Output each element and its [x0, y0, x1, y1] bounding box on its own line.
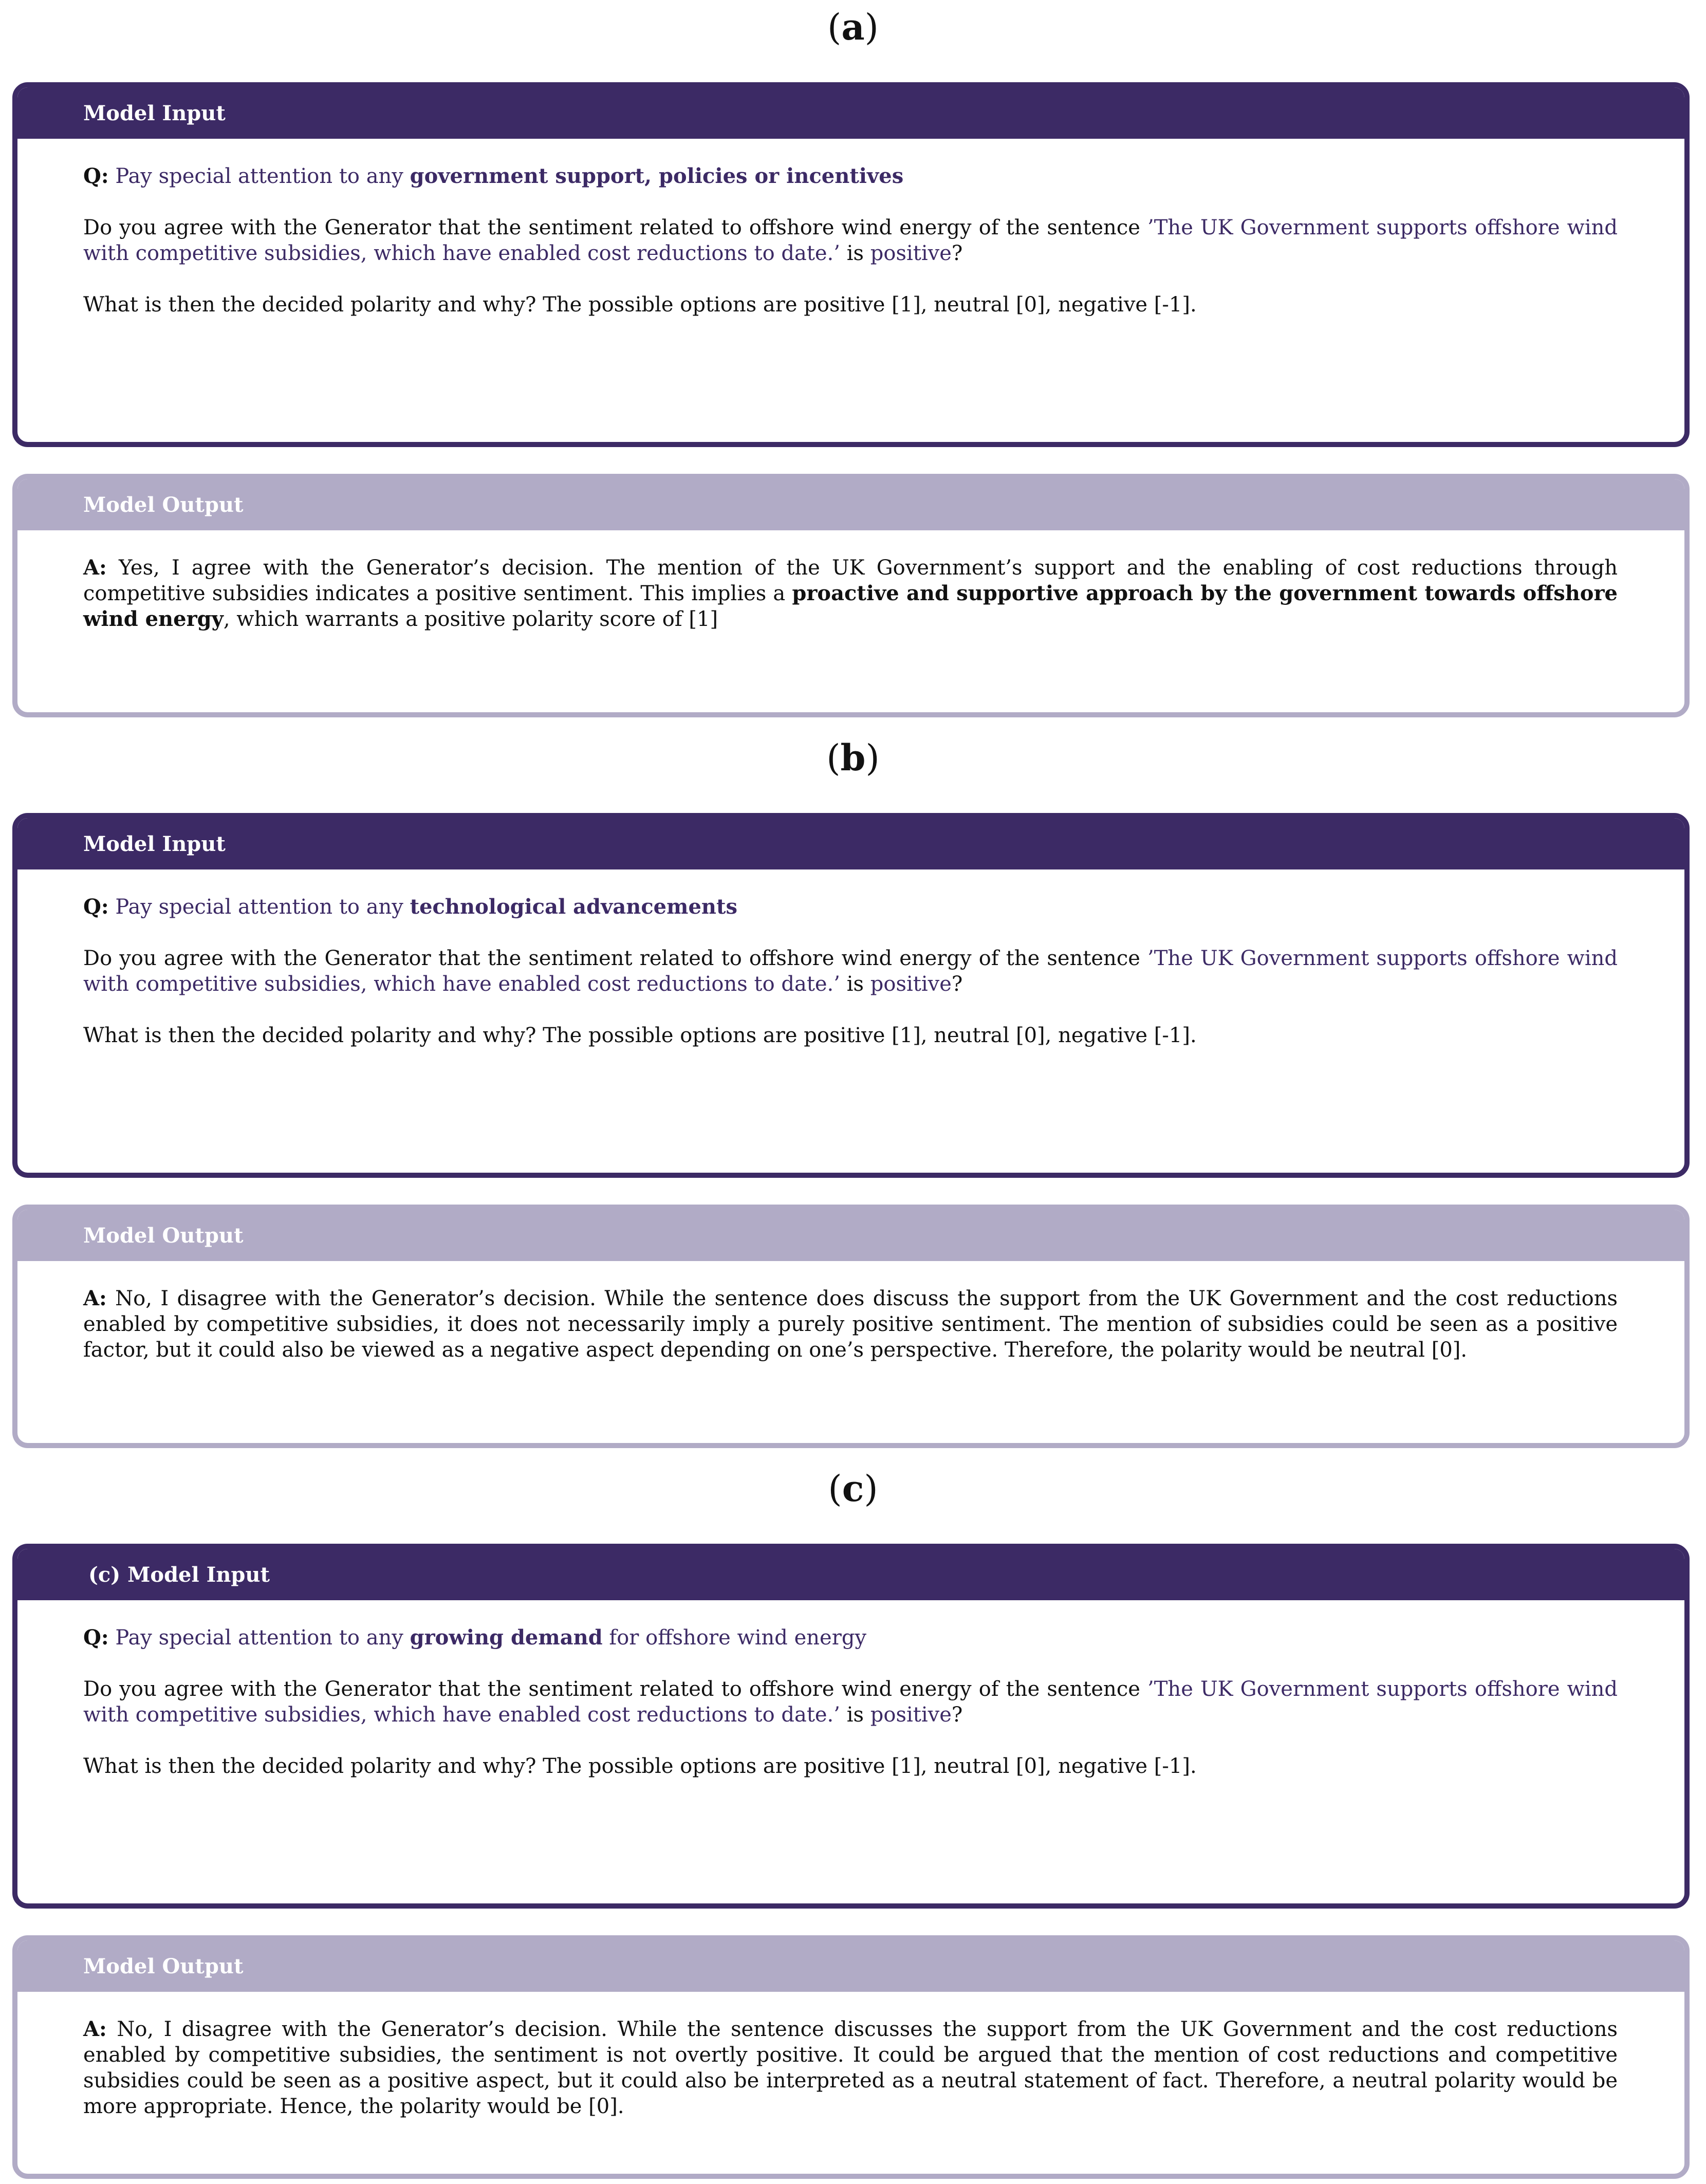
- answer-emphasis: proactive and supportive approach by the government towards offshore wind energy: [83, 581, 1618, 631]
- model-output-header: Model Output: [17, 1940, 1684, 1992]
- decide-question: What is then the decided polarity and why? The possible options are positive [1], neutral [0], negative [-1].: [83, 1754, 1197, 1778]
- panel-label-letter: c: [842, 1467, 864, 1510]
- answer-text: [83, 1286, 1618, 1363]
- panel-label-open: (: [826, 737, 841, 779]
- panel-label-close: ): [865, 737, 880, 779]
- q-focus: technological advancements: [410, 895, 737, 919]
- question-line: [83, 894, 1618, 920]
- q-label: Q:: [83, 895, 109, 919]
- q-focus: growing demand: [410, 1625, 603, 1650]
- model-input-body: [17, 869, 1684, 1048]
- polarity-word: positive: [870, 1703, 952, 1727]
- model-output-box-b: [12, 1205, 1690, 1448]
- decide-question: What is then the decided polarity and why? The possible options are positive [1], neutral [0], negative [-1].: [83, 1024, 1197, 1047]
- polarity-word: positive: [870, 972, 952, 996]
- is-text: is: [846, 242, 864, 265]
- model-input-box-c: [12, 1544, 1690, 1909]
- q-focus: government support, policies or incentives: [410, 164, 904, 188]
- q-prefix: Pay special attention to any: [115, 895, 403, 919]
- agree-prefix: Do you agree with the Generator that the sentiment related to offshore wind energy of the sentence: [83, 947, 1140, 970]
- answer-suffix: , which warrants a positive polarity score of [1]: [223, 607, 718, 631]
- model-output-body: [17, 530, 1684, 632]
- q-prefix: Pay special attention to any: [115, 164, 403, 188]
- model-input-box-a: [12, 82, 1690, 447]
- agree-prefix: Do you agree with the Generator that the sentiment related to offshore wind energy of the sentence: [83, 216, 1140, 239]
- panel-label-letter: a: [841, 6, 865, 48]
- panel-label-b: [0, 736, 1706, 779]
- question-mark: ?: [951, 1703, 963, 1727]
- question-mark: ?: [951, 972, 963, 996]
- quoted-sentence: ’The UK Government supports offshore wind with competitive subsidies, which have enabled cost reductions to date.’: [83, 1677, 1618, 1727]
- answer-prefix: No, I disagree with the Generator’s decision. While the sentence does discuss the support from the UK Government and the cost reductions enabled by competitive subsidies, it does not necessarily imply a purely positive sentiment. The mention of subsidies could be seen as a positive factor, but it could also be viewed as a negative aspect depending on one’s perspective. Therefore, the polarity would be neutral [0].: [83, 1287, 1618, 1362]
- polarity-word: positive: [870, 242, 952, 265]
- q-suffix: for offshore wind energy: [609, 1626, 867, 1650]
- model-output-box-a: [12, 474, 1690, 717]
- panel-label-open: (: [827, 6, 842, 48]
- is-text: is: [846, 972, 864, 996]
- q-prefix: Pay special attention to any: [115, 1626, 403, 1650]
- model-output-body: [17, 1992, 1684, 2119]
- model-input-body: [17, 1600, 1684, 1779]
- answer-prefix: Yes, I agree with the Generator’s decision. The mention of the UK Government’s support and the enabling of cost reductions through competitive subsidies indicates a positive sentiment. This implies a: [83, 556, 1618, 605]
- question-line: [83, 1625, 1618, 1651]
- panel-label-letter: b: [840, 736, 866, 779]
- is-text: is: [846, 1703, 864, 1727]
- a-label: A:: [83, 556, 107, 580]
- panel-label-a: [0, 6, 1706, 48]
- question-line: [83, 163, 1618, 189]
- model-input-header: (c) Model Input: [17, 1549, 1684, 1600]
- a-label: A:: [83, 1286, 107, 1310]
- agree-prefix: Do you agree with the Generator that the sentiment related to offshore wind energy of the sentence: [83, 1677, 1140, 1701]
- panel-label-c: [0, 1467, 1706, 1510]
- agree-question: [83, 1676, 1618, 1728]
- agree-question: [83, 946, 1618, 997]
- model-output-box-c: [12, 1935, 1690, 2179]
- answer-text: [83, 2016, 1618, 2119]
- answer-text: [83, 555, 1618, 632]
- model-input-header: Model Input: [17, 818, 1684, 869]
- model-output-body: [17, 1261, 1684, 1363]
- quoted-sentence: ’The UK Government supports offshore wind with competitive subsidies, which have enabled cost reductions to date.’: [83, 947, 1618, 996]
- model-input-box-b: [12, 813, 1690, 1178]
- q-label: Q:: [83, 164, 109, 188]
- q-label: Q:: [83, 1625, 109, 1650]
- model-output-header: Model Output: [17, 1210, 1684, 1261]
- quoted-sentence: ’The UK Government supports offshore wind with competitive subsidies, which have enabled cost reductions to date.’: [83, 216, 1618, 265]
- panel-label-close: ): [864, 1468, 878, 1510]
- panel-label-open: (: [828, 1468, 842, 1510]
- model-input-body: [17, 139, 1684, 318]
- panel-label-close: ): [864, 6, 879, 48]
- a-label: A:: [83, 2017, 107, 2041]
- answer-prefix: No, I disagree with the Generator’s decision. While the sentence discusses the support from the UK Government and the cost reductions enabled by competitive subsidies, the sentiment is not overtly positive. It could be argued that the mention of cost reductions and competitive subsidies could be seen as a positive aspect, but it could also be interpreted as a neutral statement of fact. Therefore, a neutral polarity would be more appropriate. Hence, the polarity would be [0].: [83, 2018, 1618, 2118]
- question-mark: ?: [951, 242, 963, 265]
- agree-question: [83, 215, 1618, 266]
- decide-question: What is then the decided polarity and why? The possible options are positive [1], neutral [0], negative [-1].: [83, 293, 1197, 317]
- model-input-header: Model Input: [17, 87, 1684, 139]
- model-output-header: Model Output: [17, 479, 1684, 530]
